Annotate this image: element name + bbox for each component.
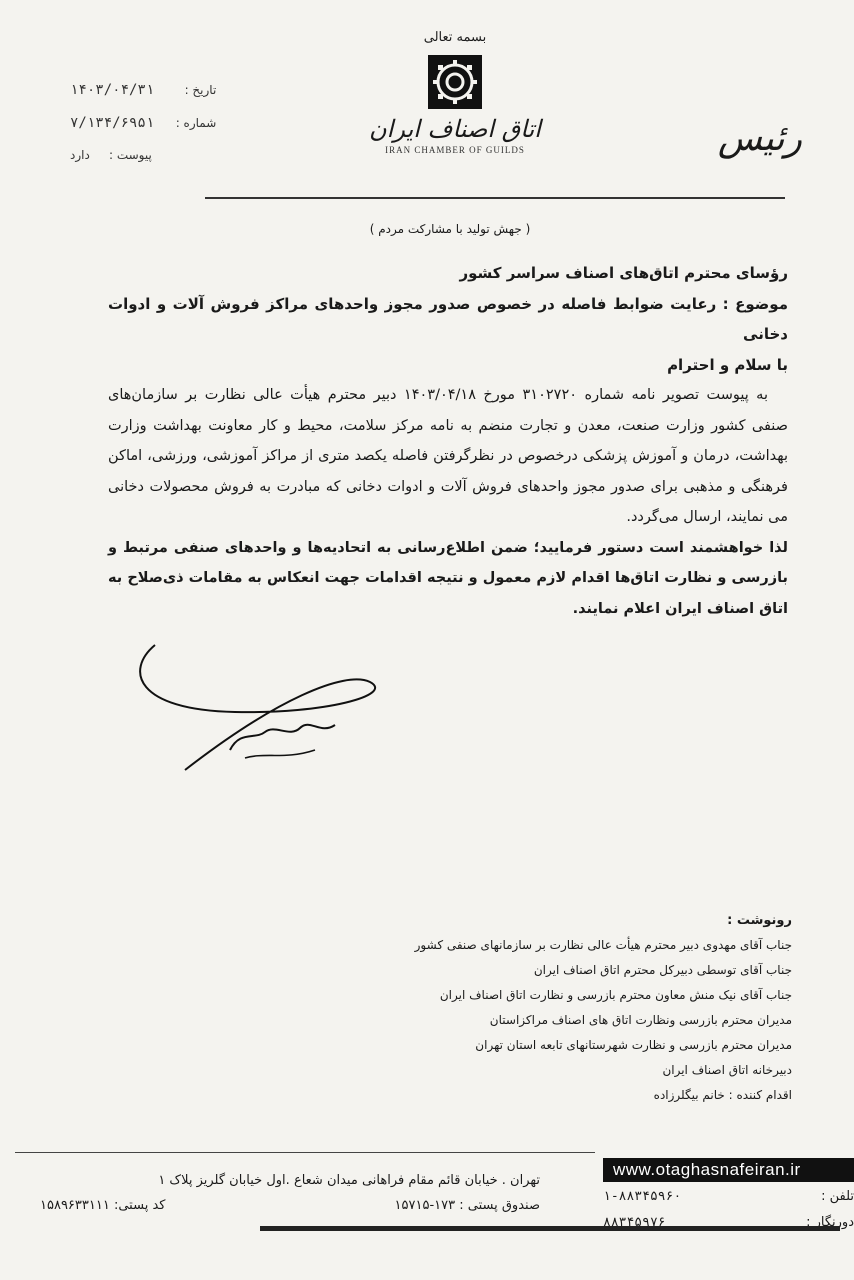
cc-list	[322, 908, 792, 1108]
body-paragraph-1: به پیوست تصویر نامه شماره ۳۱۰۲۷۲۰ مورخ ۱۴۰۳/۰۴/۱۸ دبیر محترم هیأت عالی نظارت بر سازمان‌های صنفی کشور وزارت صنعت، معدن و تجارت منضم به نامه مرکز سلامت، محیط و کار معاونت بهداشت وزارت بهداشت، درمان و آموزش پزشکی درخصوص در نظرگرفتن فاصله یکصد متری از مراکز آموزشی، ورزشی، اماکن فرهنگی و مذهبی برای صدور مجوز واحدهای فروش آلات و ادوات دخانی که مبادرت به فروش محصولات دخانی می نمایند، ارسال می‌گردد.	[108, 387, 788, 525]
footer-street: تهران . خیابان قائم مقام فراهانی میدان شعاع .اول خیابان گلریز پلاک ۱	[158, 1173, 540, 1188]
fax-number: ۸۸۳۴۵۹۷۶	[603, 1215, 666, 1230]
president-title: رئیس	[717, 118, 802, 159]
letter-body	[108, 258, 788, 624]
letter-meta	[70, 82, 240, 179]
basmala: بسمه تعالی	[423, 30, 487, 45]
org-logo-block	[360, 30, 550, 155]
cc-item: دبیرخانه اتاق اصناف ایران	[662, 1063, 792, 1077]
meta-number-label: شماره :	[175, 116, 217, 130]
meta-date	[70, 82, 240, 98]
footer-postal-code: کد پستی: ۱۵۸۹۶۳۳۱۱۱	[40, 1198, 166, 1213]
footer-address	[40, 1168, 540, 1218]
phone-label: تلفن :	[821, 1189, 854, 1204]
cc-item: اقدام کننده : خانم بیگلرزاده	[653, 1088, 792, 1102]
guild-gear-logo-icon	[424, 51, 486, 113]
cc-item: جناب آقای توسطی دبیرکل محترم اتاق اصناف ایران	[533, 963, 792, 977]
header-divider	[205, 197, 785, 199]
fax-label: دورنگار :	[806, 1215, 854, 1230]
cc-item: مدیران محترم بازرسی و نظارت شهرستانهای تابعه استان تهران	[475, 1038, 792, 1052]
footer-divider-bottom	[260, 1226, 840, 1231]
recipient-line: رؤسای محترم اتاق‌های اصناف سراسر کشور	[459, 264, 788, 282]
meta-attachment-value: دارد	[70, 148, 90, 162]
meta-date-value: ۱۴۰۳/۰۴/۳۱	[70, 82, 155, 98]
phone-number: ۱-۸۸۳۴۵۹۶۰	[603, 1189, 682, 1204]
meta-number	[70, 115, 240, 131]
cc-item: جناب آقای مهدوی دبیر محترم هیأت عالی نظارت بر سازمانهای صنفی کشور	[414, 938, 792, 952]
cc-item: جناب آقای نیک منش معاون محترم بازرسی و نظارت اتاق اصناف ایران	[439, 988, 792, 1002]
meta-date-label: تاریخ :	[184, 83, 217, 97]
footer-po-box: صندوق پستی : ۱۷۳-۱۵۷۱۵	[394, 1198, 540, 1213]
body-paragraph-2: لذا خواهشمند است دستور فرمایید؛ ضمن اطلاع‌رسانی به اتحادیه‌ها و واحدهای صنفی مرتبط و بازرسی و نظارت اتاق‌ها اقدام لازم معمول و نتیجه اقدامات جهت انعکاس به مقامات ذی‌صلاح به اتاق اصناف ایران اعلام نمایند.	[108, 539, 788, 617]
greeting-line: با سلام و احترام	[667, 355, 788, 374]
slogan: ( جهش تولید با مشارکت مردم )	[369, 222, 531, 236]
subject-line: موضوع : رعایت ضوابط فاصله در خصوص صدور مجوز واحدهای مراکز فروش آلات و ادوات دخانی	[108, 294, 788, 343]
meta-attachment-label: پیوست :	[108, 148, 152, 162]
org-name-fa: اتاق اصناف ایران	[369, 115, 541, 143]
cc-item: مدیران محترم بازرسی ونظارت اتاق های اصناف مراکزاستان	[489, 1013, 792, 1027]
handwritten-signature	[125, 640, 385, 780]
footer-divider-top	[15, 1152, 595, 1153]
cc-title: رونوشت :	[727, 913, 792, 928]
website-link[interactable]: www.otaghasnafeiran.ir	[603, 1158, 854, 1182]
meta-attachment	[70, 148, 240, 162]
meta-number-value: ۷/۱۳۴/۶۹۵۱	[70, 115, 155, 131]
org-name-en: IRAN CHAMBER OF GUILDS	[385, 145, 525, 155]
